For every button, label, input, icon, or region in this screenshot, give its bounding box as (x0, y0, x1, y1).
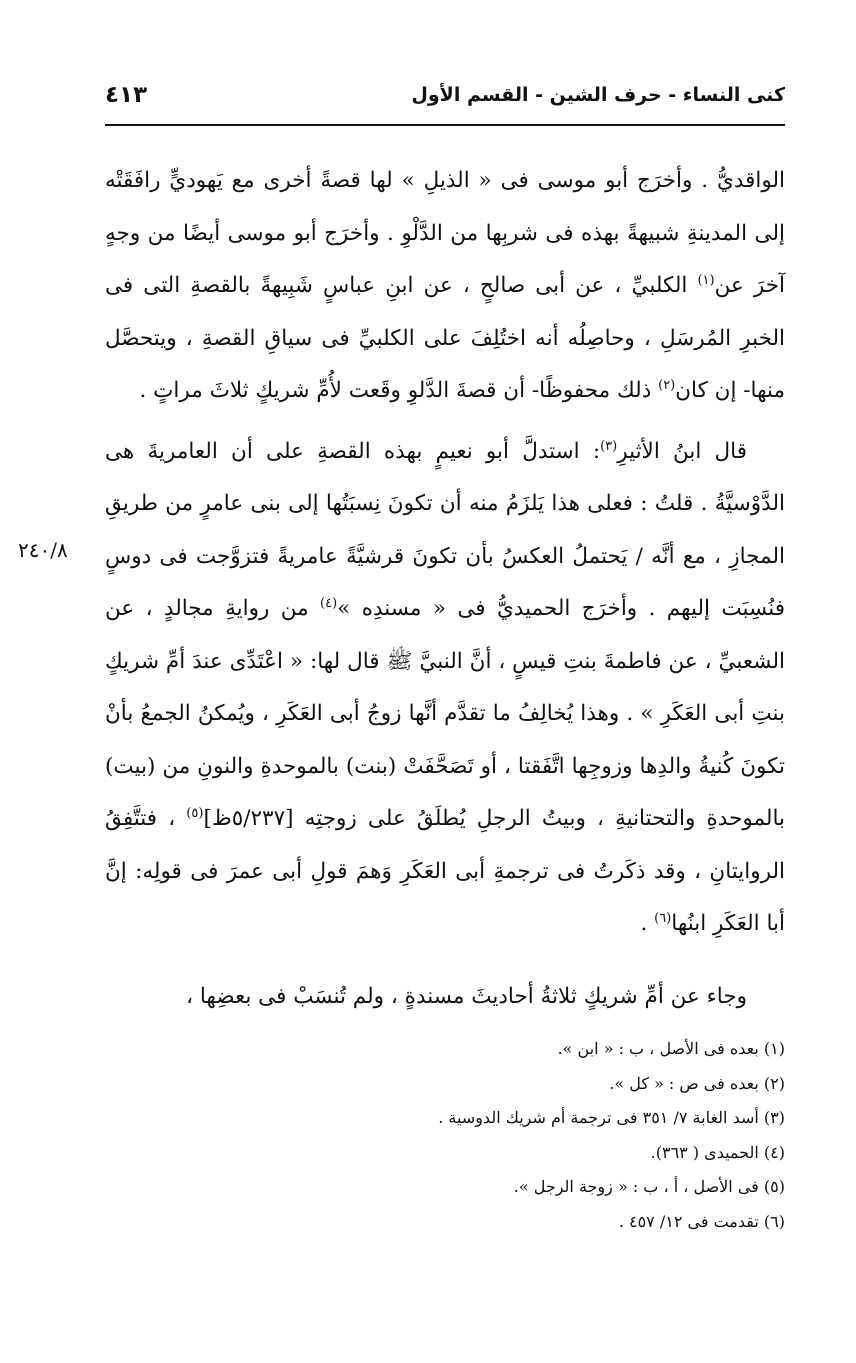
footnote-ref-6: (٦) (654, 910, 672, 926)
text-segment: : استدلَّ أبو نعيمٍ بهذه القصةِ على أن العامريةَ هى الدَّوْسيَّةُ . قلتُ : فعلى هذا يَلزَمُ منه أن تكونَ نِسبَتُها إلى بنى عامرٍ من طريقِ المجازِ ، مع أنَّه / يَحتملُ العكسُ بأن تكونَ قرشيَّةً عامريةً فتزوَّجت فى دوسٍ فنُسِبَت إليهم . وأخرَج الحميديُّ فى « مسندِه » (105, 438, 785, 621)
paragraph-3 (105, 971, 785, 1024)
text-segment: ذلك محفوظًا- أن قصةَ الدَّلوِ وقَعت لأُمِّ شريكٍ ثلاثَ مراتٍ . (139, 378, 659, 403)
margin-reference: ٢٤٠/٨ (18, 538, 68, 562)
text-segment: . (640, 911, 655, 936)
page-header (105, 82, 785, 122)
footnote-ref-4: (٤) (320, 595, 338, 611)
main-text (105, 155, 785, 1023)
footnote-6: (٦) تقدمت فى ١٢/ ٤٥٧ . (618, 1211, 785, 1231)
footnote-4: (٤) الحميدى ( ٣٦٣). (650, 1142, 785, 1162)
text-segment: ، فتتَّفِقُ الروايتانِ ، وقد ذكَرتُ فى ترجمةِ أبى العَكَرِ وَهمَ قولِ أبى عمرَ فى قولِه: إنَّ أبا العَكَرِ ابنُها (105, 806, 785, 936)
text-segment: وجاء عن أمِّ شريكٍ ثلاثةُ أحاديثَ مسندةٍ ، ولم تُنسَبْ فى بعضِها ، (186, 983, 747, 1009)
footnote-5: (٥) فى الأصل ، أ ، ب : « زوجة الرجل ». (513, 1177, 785, 1196)
text-segment: الواقديُّ . وأخرَج أبو موسى فى « الذيلِ » لها قصةً أخرى مع يَهوديٍّ رافَقَتْه إلى المدينةِ شبيهةً بهذه فى شربِها من الدَّلْوِ . وأخرَج أبو موسى أيضًا من وجهٍ آخرَ عن (105, 168, 786, 298)
text-segment: قال ابنُ الأثيرِ (617, 438, 748, 464)
footnote-2: (٢) بعده فى ص : « كل ». (609, 1073, 785, 1093)
footnote-3: (٣) أسد الغابة ٧/ ٣٥١ فى ترجمة أم شريك الدوسية . (438, 1108, 785, 1127)
footnotes (105, 1032, 785, 1239)
running-title: كنى النساء - حرف الشين - القسم الأول (411, 84, 785, 106)
header-rule (105, 124, 785, 126)
footnote-ref-2: (٢) (658, 377, 676, 393)
footnote-ref-1: (١) (697, 272, 715, 288)
footnote-1: (١) بعده فى الأصل ، ب : « ابن ». (557, 1039, 785, 1058)
footnote-ref-3: (٣) (600, 438, 618, 454)
text-segment: من روايةِ مجالدٍ ، عن الشعبيِّ ، عن فاطمةَ بنتِ قيسٍ ، أنَّ النبيَّ ﷺ قال لها: « اعْتَدِّى عندَ أمِّ شريكٍ بنتِ أبى العَكَرِ » . وهذا يُخالِفُ ما تقدَّم أنَّها زوجُ أبى العَكَرِ ، ويُمكنُ الجمعُ بأنْ تكونَ كُنيةُ والدِها وزوجِها اتَّفَقتا ، أو تَصَحَّفَتْ (بنت) بالموحدةِ والنونِ من (بيت) بالموحدةِ والتحتانيةِ ، وبيتُ الرجلِ يُطلَقُ على زوجتِه (105, 596, 785, 831)
footnote-ref-5: (٥) (186, 805, 204, 821)
text-segment: الكلبيِّ ، عن أبى صالحٍ ، عن ابنِ عباسٍ شَبِيهةً بالقصةِ التى فى الخبرِ المُرسَلِ ، وحاصِلُه أنه اختُلِفَ على الكلبيِّ فى سياقِ القصةِ ، ويتحصَّل منها- إن كان (105, 273, 785, 403)
paragraph-2 (105, 426, 785, 951)
page-number: ٤١٣ (105, 82, 148, 108)
manuscript-marker: [٥/٢٣٧ظ] (203, 806, 294, 831)
paragraph-1 (105, 155, 785, 418)
